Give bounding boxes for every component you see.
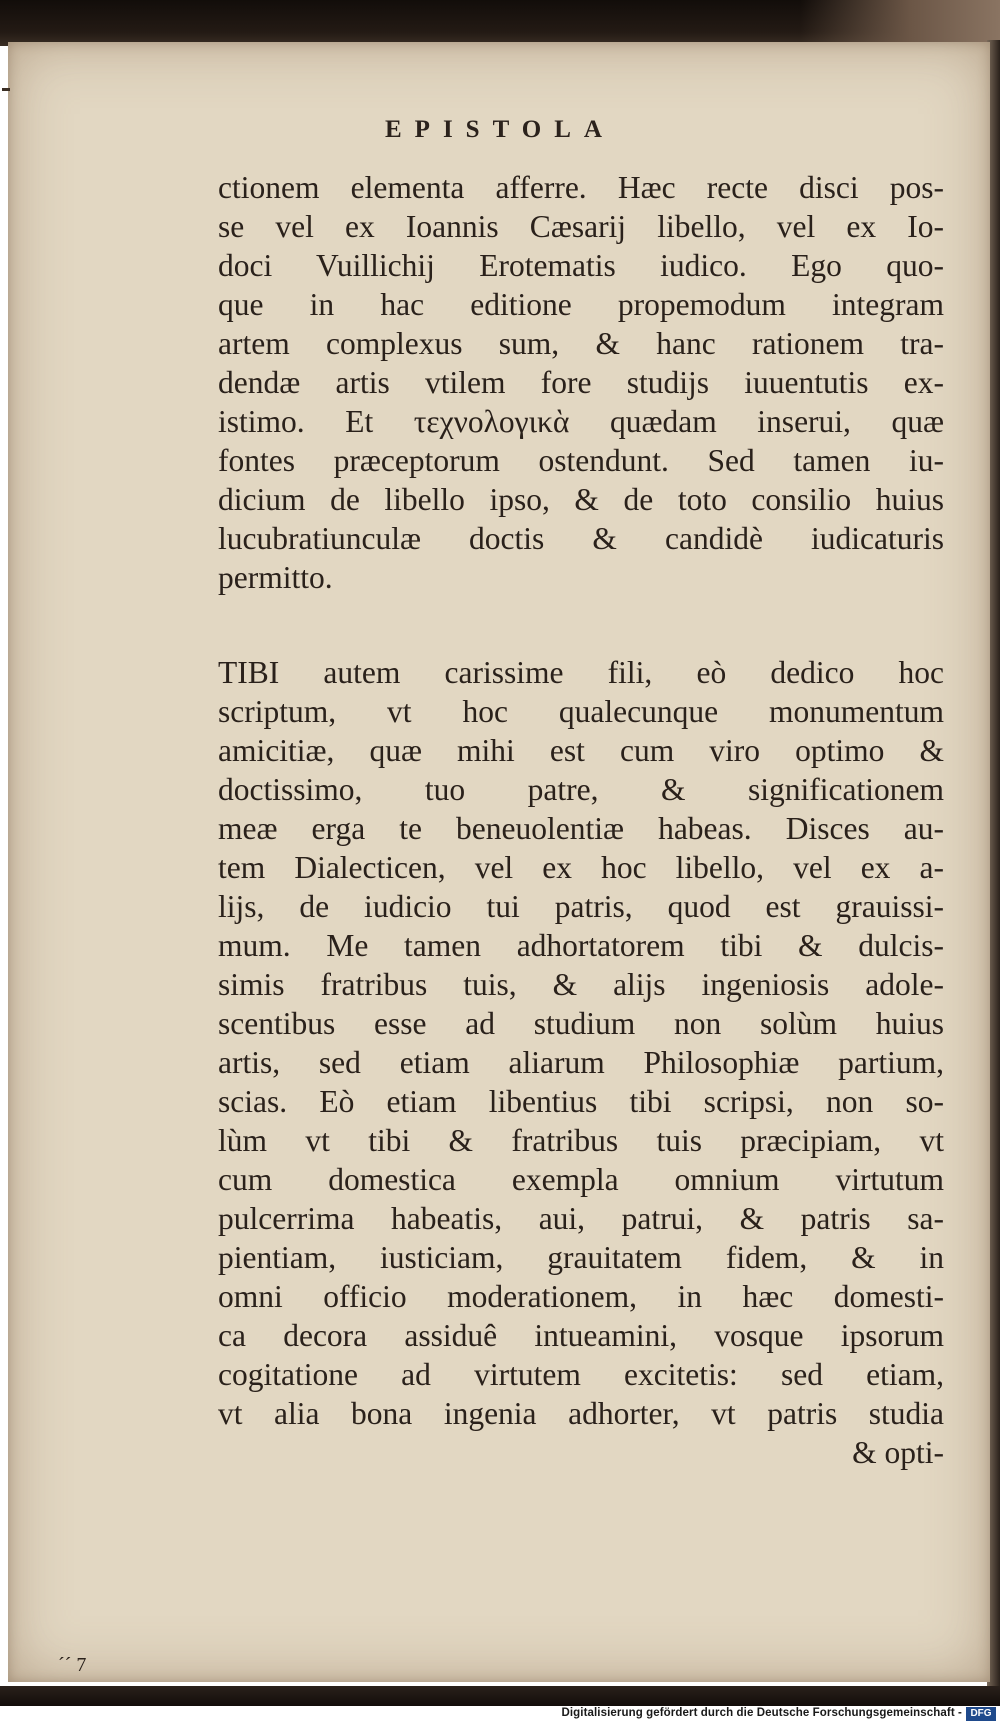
text-line: se vel ex Ioannis Cæsarij libello, vel ex Io- bbox=[218, 209, 944, 244]
text-line: pulcerrima habeatis, aui, patrui, & patris sa- bbox=[218, 1201, 944, 1236]
text-line: permitto. bbox=[218, 560, 333, 595]
text-line: artis, sed etiam aliarum Philosophiæ partium, bbox=[218, 1045, 944, 1080]
paragraph-gap bbox=[218, 597, 944, 653]
text-line: scentibus esse ad studium non solùm huius bbox=[218, 1006, 944, 1041]
text-line: dendæ artis vtilem fore studijs iuuentutis ex- bbox=[218, 365, 944, 400]
footer-credit: Digitalisierung gefördert durch die Deutsche Forschungsgemeinschaft - bbox=[561, 1707, 962, 1719]
text-line: omni officio moderationem, in hæc domesti- bbox=[218, 1279, 944, 1314]
text-line: scias. Eò etiam libentius tibi scripsi, non so- bbox=[218, 1084, 944, 1119]
text-line: cogitatione ad virtutem excitetis: sed etiam, bbox=[218, 1357, 944, 1392]
text-line: artem complexus sum, & hanc rationem tra- bbox=[218, 326, 944, 361]
dfg-logo-icon: DFG bbox=[966, 1707, 996, 1721]
text-line: fontes præceptorum ostendunt. Sed tamen iu- bbox=[218, 443, 944, 478]
bottom-dark-margin bbox=[0, 1686, 1000, 1706]
text-line: doctissimo, tuo patre, & significationem bbox=[218, 772, 944, 807]
text-line: amicitiæ, quæ mihi est cum viro optimo & bbox=[218, 733, 944, 768]
text-line: lijs, de iudicio tui patris, quod est grauissi- bbox=[218, 889, 944, 924]
text-line: ca decora assiduê intueamini, vosque ipsorum bbox=[218, 1318, 944, 1353]
text-line: lùm vt tibi & fratribus tuis præcipiam, vt bbox=[218, 1123, 944, 1158]
body-text bbox=[218, 168, 944, 1472]
text-line: ctionem elementa afferre. Hæc recte disci pos- bbox=[218, 170, 944, 205]
text-line: scriptum, vt hoc qualecunque monumentum bbox=[218, 694, 944, 729]
text-line: lucubratiunculæ doctis & candidè iudicaturis bbox=[218, 521, 944, 556]
running-head: EPISTOLA bbox=[385, 116, 615, 143]
text-line: pientiam, iusticiam, grauitatem fidem, & in bbox=[218, 1240, 944, 1275]
text-line: TIBI autem carissime fili, eò dedico hoc bbox=[218, 655, 944, 690]
corner-mark: ´´ 7 bbox=[58, 1654, 87, 1676]
page-edge-tick bbox=[2, 88, 10, 91]
text-line: cum domestica exempla omnium virtutum bbox=[218, 1162, 944, 1197]
text-line: dicium de libello ipso, & de toto consilio huius bbox=[218, 482, 944, 517]
text-line: istimo. Et τεχνολογικὰ quædam inserui, quæ bbox=[218, 404, 944, 439]
text-line: meæ erga te beneuolentiæ habeas. Disces au- bbox=[218, 811, 944, 846]
text-line: mum. Me tamen adhortatorem tibi & dulcis- bbox=[218, 928, 944, 963]
text-line: vt alia bona ingenia adhorter, vt patris studia bbox=[218, 1396, 944, 1431]
text-line: doci Vuillichij Erotematis iudico. Ego quo- bbox=[218, 248, 944, 283]
text-line: tem Dialecticen, vel ex hoc libello, vel ex a- bbox=[218, 850, 944, 885]
catchword: & opti- bbox=[852, 1435, 944, 1470]
text-line: que in hac editione propemodum integram bbox=[218, 287, 944, 322]
text-line: simis fratribus tuis, & alijs ingeniosis adole- bbox=[218, 967, 944, 1002]
